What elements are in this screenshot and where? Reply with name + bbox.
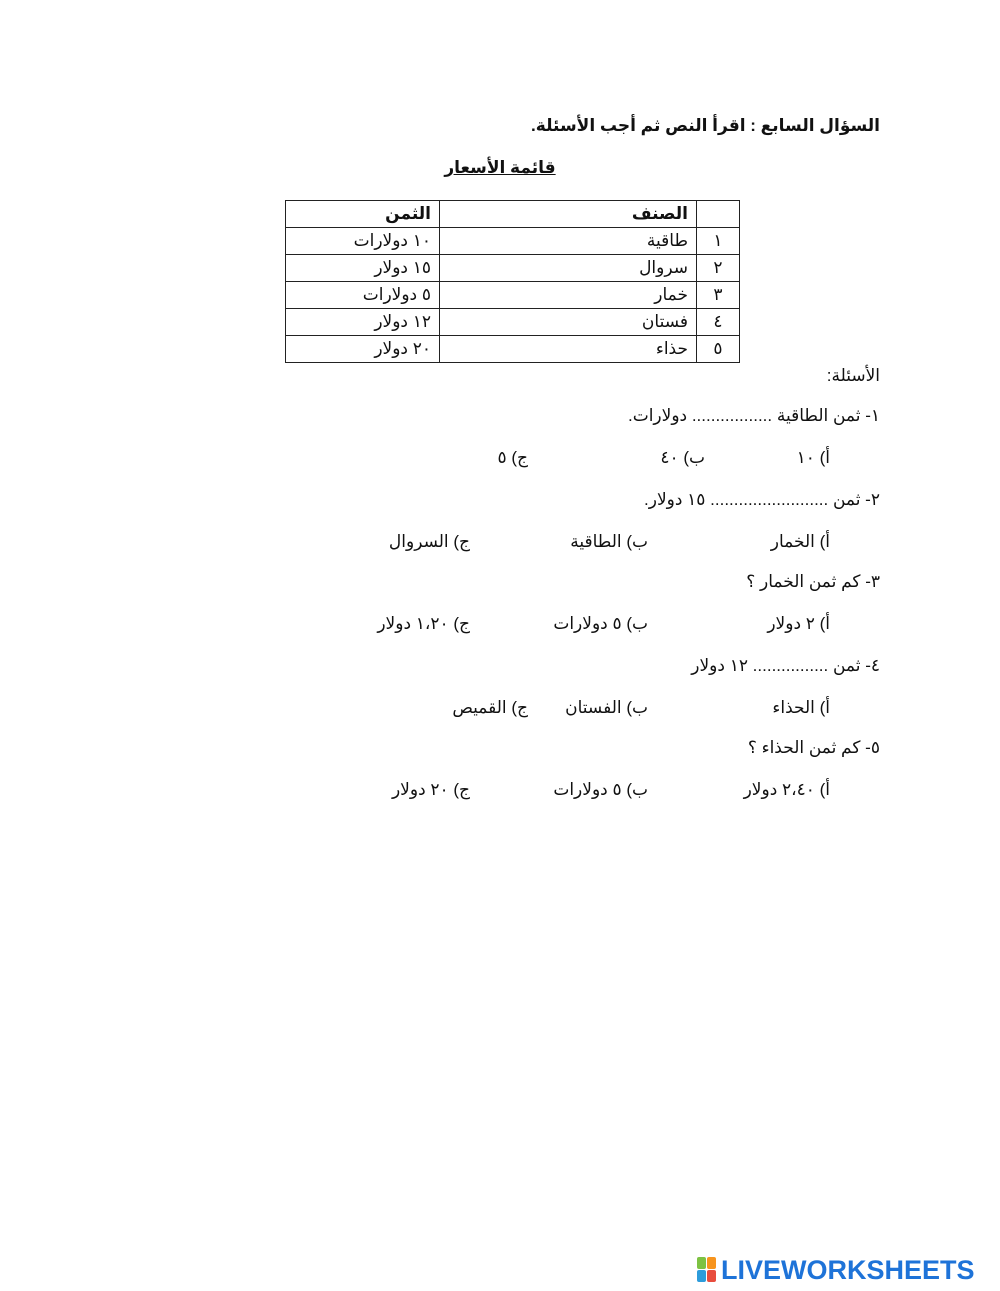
row-item: خمار bbox=[440, 282, 697, 309]
row-item: فستان bbox=[440, 309, 697, 336]
questions-label: الأسئلة: bbox=[826, 366, 880, 385]
question-2-option-a[interactable]: أ) الخمار bbox=[770, 532, 830, 551]
exercise-heading: السؤال السابع : اقرأ النص ثم أجب الأسئلة. bbox=[531, 116, 880, 135]
question-3-option-b[interactable]: ب) ٥ دولارات bbox=[553, 614, 648, 633]
row-price: ١٢ دولار bbox=[286, 309, 440, 336]
row-item: حذاء bbox=[440, 336, 697, 363]
question-2-option-b[interactable]: ب) الطاقية bbox=[570, 532, 648, 551]
question-1-option-b[interactable]: ب) ٤٠ bbox=[660, 448, 705, 467]
liveworksheets-logo-text: LIVEWORKSHEETS bbox=[721, 1254, 975, 1285]
table-row bbox=[286, 228, 740, 255]
table-row bbox=[286, 309, 740, 336]
question-3-text: ٣- كم ثمن الخمار ؟ bbox=[746, 572, 880, 591]
table-header-row bbox=[286, 201, 740, 228]
question-3-option-c[interactable]: ج) ١،٢٠ دولار bbox=[377, 614, 470, 633]
row-item: سروال bbox=[440, 255, 697, 282]
header-item: الصنف bbox=[440, 201, 697, 228]
row-num: ٤ bbox=[697, 309, 740, 336]
row-num: ٣ bbox=[697, 282, 740, 309]
question-5-option-b[interactable]: ب) ٥ دولارات bbox=[553, 780, 648, 799]
header-price: الثمن bbox=[286, 201, 440, 228]
table-row bbox=[286, 255, 740, 282]
question-5-text: ٥- كم ثمن الحذاء ؟ bbox=[747, 738, 880, 757]
price-list-title: قائمة الأسعار bbox=[444, 158, 556, 177]
question-5-option-a[interactable]: أ) ٢،٤٠ دولار bbox=[743, 780, 830, 799]
price-table bbox=[285, 200, 740, 363]
liveworksheets-logo bbox=[697, 1254, 975, 1286]
question-4-text: ٤- ثمن ................ ١٢ دولار bbox=[691, 656, 880, 675]
row-num: ٥ bbox=[697, 336, 740, 363]
question-1-text: ١- ثمن الطاقية ................. دولارات. bbox=[627, 406, 880, 425]
question-4-option-c[interactable]: ج) القميص bbox=[452, 698, 528, 717]
header-num bbox=[697, 201, 740, 228]
row-num: ٢ bbox=[697, 255, 740, 282]
table-row bbox=[286, 336, 740, 363]
table-row bbox=[286, 282, 740, 309]
row-price: ٥ دولارات bbox=[286, 282, 440, 309]
row-price: ١٠ دولارات bbox=[286, 228, 440, 255]
row-price: ١٥ دولار bbox=[286, 255, 440, 282]
question-1-option-c[interactable]: ج) ٥ bbox=[497, 448, 528, 467]
liveworksheets-logo-icon bbox=[697, 1257, 717, 1283]
question-2-option-c[interactable]: ج) السروال bbox=[388, 532, 470, 551]
question-5-option-c[interactable]: ج) ٢٠ دولار bbox=[391, 780, 470, 799]
row-item: طاقية bbox=[440, 228, 697, 255]
question-1-option-a[interactable]: أ) ١٠ bbox=[796, 448, 830, 467]
question-4-option-a[interactable]: أ) الحذاء bbox=[772, 698, 830, 717]
question-4-option-b[interactable]: ب) الفستان bbox=[565, 698, 648, 717]
row-num: ١ bbox=[697, 228, 740, 255]
question-3-option-a[interactable]: أ) ٢ دولار bbox=[767, 614, 830, 633]
row-price: ٢٠ دولار bbox=[286, 336, 440, 363]
question-2-text: ٢- ثمن ......................... ١٥ دولار. bbox=[644, 490, 880, 509]
